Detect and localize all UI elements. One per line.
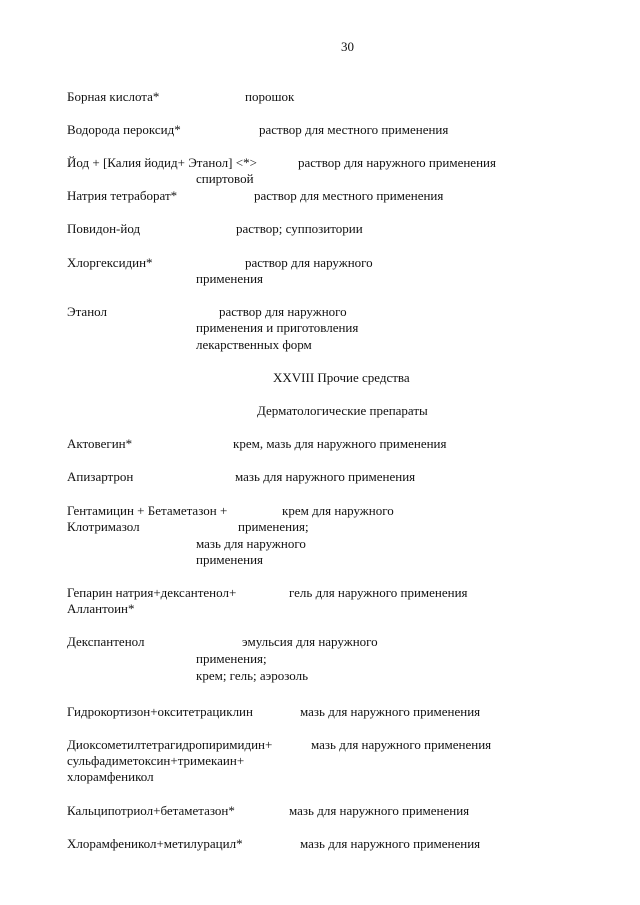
drug-name: Натрия тетраборат*: [67, 188, 178, 203]
drug-name: Хлоргексидин*: [67, 255, 153, 270]
drug-form: мазь для наружного применения: [300, 704, 481, 719]
drug-form: раствор; суппозитории: [236, 221, 363, 236]
drug-form: спиртовой: [196, 171, 254, 186]
drug-name: Аллантоин*: [67, 601, 135, 616]
drug-name: Гепарин натрия+дексантенол+: [67, 585, 237, 600]
drug-form: раствор для местного применения: [254, 188, 444, 203]
drug-name: Этанол: [67, 304, 107, 319]
drug-name: Гентамицин + Бетаметазон +: [67, 503, 228, 518]
drug-form: применения: [196, 552, 264, 567]
drug-form: мазь для наружного применения: [311, 737, 492, 752]
drug-form: гель для наружного применения: [289, 585, 468, 600]
drug-form: применения;: [196, 651, 267, 666]
drug-name: Апизартрон: [67, 469, 134, 484]
drug-form: эмульсия для наружного: [242, 634, 378, 649]
drug-form: раствор для местного применения: [259, 122, 449, 137]
drug-form: раствор для наружного применения: [298, 155, 496, 170]
drug-form: применения и приготовления: [196, 320, 359, 335]
drug-form: мазь для наружного применения: [300, 836, 481, 851]
drug-name: Кальципотриол+бетаметазон*: [67, 803, 235, 818]
drug-form: мазь для наружного: [196, 536, 306, 551]
drug-name: хлорамфеникол: [67, 769, 154, 784]
drug-name: Клотримазол: [67, 519, 140, 534]
drug-form: лекарственных форм: [196, 337, 312, 352]
drug-form: крем, мазь для наружного применения: [233, 436, 447, 451]
drug-name: Диоксометилтетрагидропиримидин+: [67, 737, 273, 752]
drug-form: мазь для наружного применения: [235, 469, 416, 484]
drug-name: Актовегин*: [67, 436, 133, 451]
drug-name: сульфадиметоксин+тримекаин+: [67, 753, 245, 768]
drug-form: мазь для наружного применения: [289, 803, 470, 818]
drug-form: порошок: [245, 89, 295, 104]
drug-form: применения: [196, 271, 264, 286]
drug-form: крем для наружного: [282, 503, 394, 518]
drug-name: Повидон-йод: [67, 221, 141, 236]
drug-name: Водорода пероксид*: [67, 122, 181, 137]
drug-form: раствор для наружного: [219, 304, 347, 319]
drug-name: Борная кислота*: [67, 89, 160, 104]
drug-name: Йод + [Калия йодид+ Этанол] <*>: [67, 155, 257, 170]
drug-form: раствор для наружного: [245, 255, 373, 270]
drug-form: крем; гель; аэрозоль: [196, 668, 309, 683]
page-number: 30: [341, 39, 354, 54]
section-title: XXVIII Прочие средства: [273, 370, 410, 385]
subsection-title: Дерматологические препараты: [257, 403, 428, 418]
drug-name: Декспантенол: [67, 634, 145, 649]
drug-name: Хлорамфеникол+метилурацил*: [67, 836, 243, 851]
drug-name: Гидрокортизон+окситетрациклин: [67, 704, 253, 719]
drug-form: применения;: [238, 519, 309, 534]
